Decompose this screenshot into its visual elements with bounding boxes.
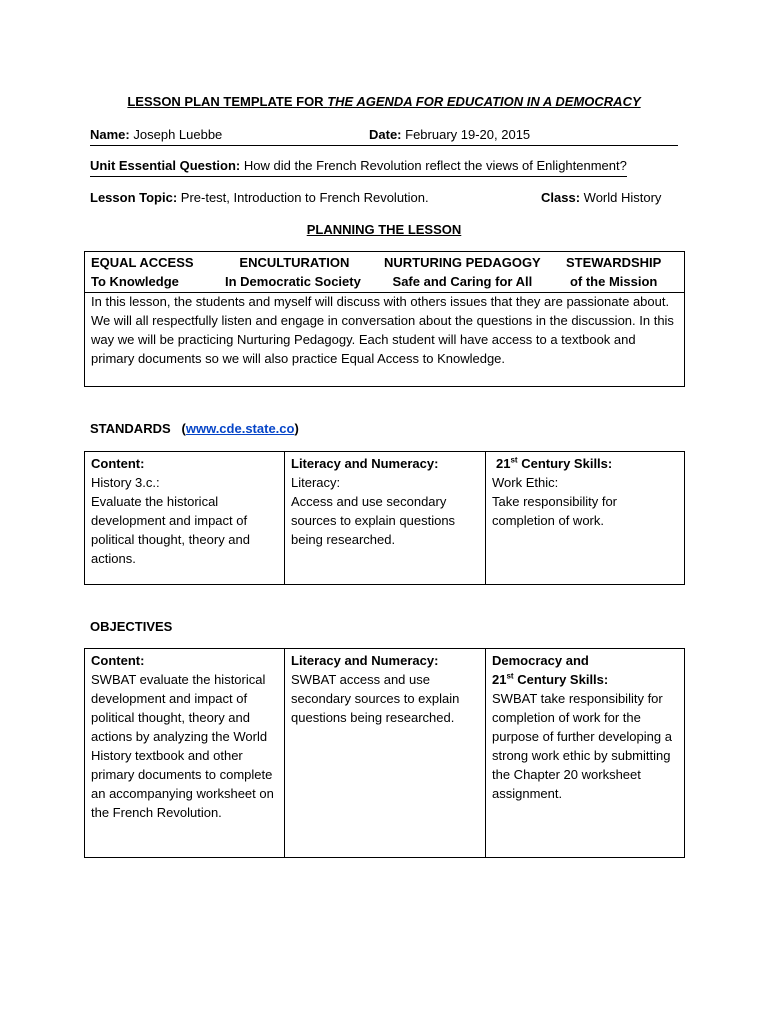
ueq-value: How did the French Revolution reflect the views of Enlightenment?: [243, 158, 627, 173]
objectives-heading: OBJECTIVES: [90, 619, 173, 634]
title-prefix: LESSON PLAN TEMPLATE FOR: [127, 94, 328, 109]
standards-literacy-cell: Literacy and Numeracy: Literacy: Access and use secondary sources to explain questions being researched.: [285, 452, 486, 584]
class-field: [541, 190, 661, 205]
pillars-body: In this lesson, the students and myself will discuss with others issues that they are passionate about. We will all respectfully listen and engage in conversation about the questions in the discussion. In this way we will be practicing Nurturing Pedagogy. Each student will have access to a textbook and primary documents so we will also practice Equal Access to Knowledge.: [91, 294, 674, 366]
standards-century-skills-cell: 21st Century Skills: Work Ethic: Take responsibility for completion of work.: [492, 455, 617, 528]
class-label: Class:: [541, 190, 581, 205]
topic-value: Pre-test, Introduction to French Revolution.: [180, 190, 429, 205]
date-value: February 19-20, 2015: [405, 127, 531, 142]
pillar-stewardship: STEWARDSHIP of the Mission: [566, 255, 662, 289]
standards-content-cell: Content: History 3.c.: Evaluate the historical development and impact of political thought, theory and actions.: [85, 452, 285, 584]
name-value: Joseph Luebbe: [133, 127, 223, 142]
pillars-header: [85, 252, 684, 293]
pillars-box: [84, 251, 685, 387]
pillar-equal-access: EQUAL ACCESS To Knowledge: [91, 255, 194, 289]
pillar-enculturation: ENCULTURATION In Democratic Society: [225, 255, 361, 289]
pillar-nurturing-pedagogy: NURTURING PEDAGOGY Safe and Caring for All: [384, 255, 541, 289]
objectives-table: [84, 648, 685, 858]
lesson-topic-row: [90, 190, 668, 208]
objectives-content-cell: Content: SWBAT evaluate the historical development and impact of political thought, theory and actions by analyzing the World History textbook and other primary documents to complete an accompanying worksheet on the French Revolution.: [85, 649, 285, 857]
name-label: Name:: [90, 127, 130, 142]
class-value: World History: [583, 190, 662, 205]
ueq-label: Unit Essential Question:: [90, 158, 241, 173]
standards-table: [84, 451, 685, 585]
objectives-literacy-cell: Literacy and Numeracy: SWBAT access and use secondary sources to explain questions being researched.: [285, 649, 486, 857]
date-field: [369, 127, 530, 142]
name-field: [90, 127, 222, 142]
lesson-topic-field: [90, 190, 429, 205]
topic-label: Lesson Topic:: [90, 190, 178, 205]
standards-link[interactable]: www.cde.state.co: [185, 421, 295, 436]
standards-heading: STANDARDS (www.cde.state.co): [90, 421, 299, 436]
name-date-row: [90, 127, 678, 146]
objectives-democracy-cell: Democracy and 21st Century Skills: SWBAT take responsibility for completion of work for the purpose of further developing a strong work ethic by submitting the Chapter 20 worksheet assignment.: [492, 653, 672, 801]
unit-essential-question: [90, 158, 627, 177]
document-title: [84, 94, 684, 109]
title-italic: THE AGENDA FOR EDUCATION IN A DEMOCRACY: [327, 94, 641, 109]
date-label: Date:: [369, 127, 402, 142]
planning-heading: PLANNING THE LESSON: [306, 222, 462, 237]
